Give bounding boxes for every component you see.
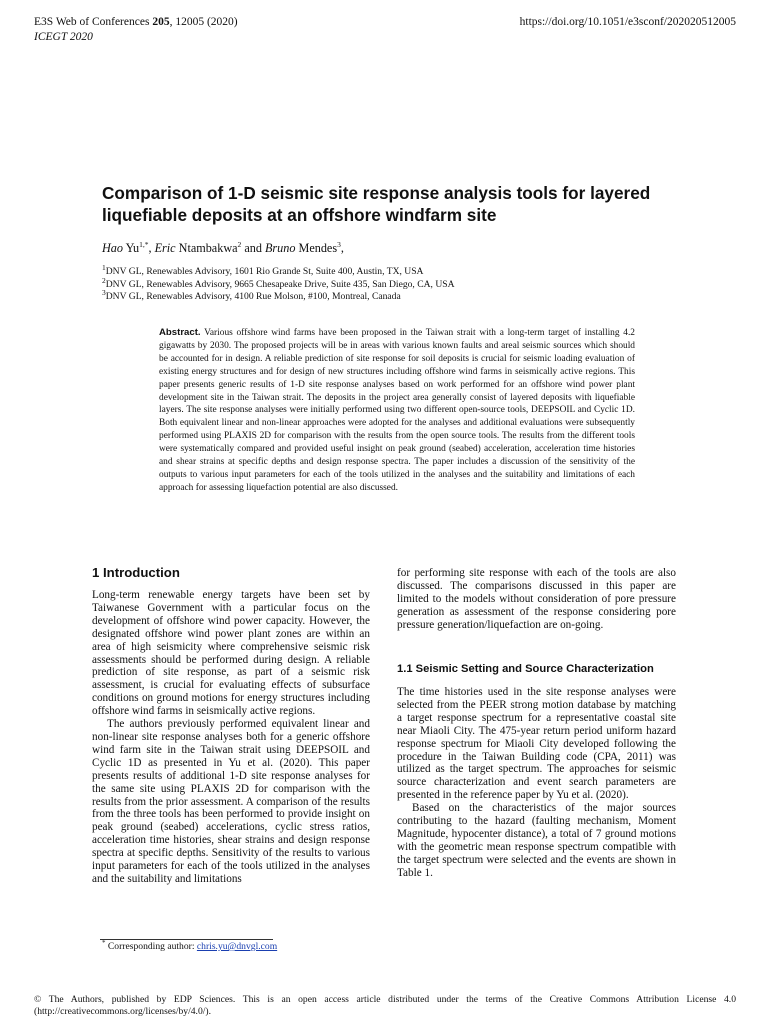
abstract-text: Various offshore wind farms have been proposed in the Taiwan strait with a long-term target of installing 4.2 gigawatts by 2030. The proposed projects will be in areas with various known faults and areal seismic sources which should be accounted for in design. A reliable prediction of site response for soil deposits is crucial for seismic loading evaluation of existing energy structures and for design of new structures including offshore wind farms in seismically active regions. This paper presents generic results of 1-D site response analyses based on work performed for an offshore wind power plant development site in the Taiwan strait. The deposits in the project area generally consist of layered deposits with liquefiable layers. The site response analyses were initially performed using two different open-source tools, DEEPSOIL and Cyclic 1D. Both equivalent linear and non-linear approaches were adopted for the analyses and additional evaluations were subsequently performed using PLAXIS 2D for comparison with the results from the open source tools. The results from the different tools were systematically compared and provided useful insight on peak ground (seabed) acceleration, acceleration time histories and shear strains at specific depths and design response spectra. The paper includes a discussion of the sensitivity of the outputs to various input parameters for each of the tools utilized in the analyses and the suitability and limitations of each approach for assessing liquefaction potential are also discussed. xyxy=(159,328,635,493)
left-column xyxy=(92,589,370,886)
affiliation xyxy=(102,287,401,303)
right-column-continuation xyxy=(397,567,676,632)
author-first-name: Eric xyxy=(154,241,176,255)
doi-link[interactable]: https://doi.org/10.1051/e3sconf/202020512005 xyxy=(519,16,736,28)
article-number: , 12005 (2020) xyxy=(169,16,238,28)
paper-title: Comparison of 1-D seismic site response analysis tools for layered liquefiable deposits at an offshore windfarm site xyxy=(102,183,651,225)
right-column-seismic xyxy=(397,686,676,880)
affiliation xyxy=(102,275,455,291)
conference-name: ICEGT 2020 xyxy=(34,31,93,43)
abstract xyxy=(159,327,635,495)
affiliation-text: DNV GL, Renewables Advisory, 4100 Rue Molson, #100, Montreal, Canada xyxy=(105,291,401,302)
affiliation-text: DNV GL, Renewables Advisory, 1601 Rio Grande St, Suite 400, Austin, TX, USA xyxy=(105,266,424,277)
author-last-name: Yu xyxy=(123,241,140,255)
affiliation-marker: 3 xyxy=(102,287,106,297)
paragraph: for performing site response with each of the tools are also discussed. The comparisons discussed in this paper are limited to the models without consideration of pore pressure generation as assessment of the response considering pore pressure generation/liquefaction are on-going. xyxy=(397,567,676,631)
license-footer: © The Authors, published by EDP Sciences. This is an open access article distributed under the terms of the Creative Commons Attribution License 4.0 (http://creativecommons.org/licenses/by/4.0/). xyxy=(34,994,736,1018)
affiliation-text: DNV GL, Renewables Advisory, 9665 Chesapeake Drive, Suite 435, San Diego, CA, USA xyxy=(105,279,455,290)
author-last-name: Mendes xyxy=(295,241,338,255)
subsection-heading-seismic-setting: 1.1 Seismic Setting and Source Characterization xyxy=(397,663,654,675)
paragraph: Long-term renewable energy targets have been set by Taiwanese Government with a particular focus on the development of offshore wind power capacity. However, the designated offshore wind power plant zones are within an area of high seismicity where comprehensive seismic risk assessments should be performed during design. A reliable prediction of site response, as part of a seismic risk assessment, is crucial for evaluating effects of subsurface conditions on ground motions for energy structures including offshore wind farms in seismically active regions. xyxy=(92,589,370,718)
paragraph: Based on the characteristics of the major sources contributing to the hazard (faulting mechanism, Moment Magnitude, hypocenter distance), a total of 7 ground motions with the geometric mean response spectrum compatible with the target spectrum were selected and the events are shown in Table 1. xyxy=(397,802,676,879)
author-marker: 3 xyxy=(337,239,341,249)
affiliation xyxy=(102,262,424,278)
paragraph: The time histories used in the site response analyses were selected from the PEER strong motion database by matching a target response spectrum for a representative coastal site near Miaoli City. The 475-year return period uniform hazard response spectrum for Miaoli City developed following the procedure in the Taiwan Building code (CPA, 2011) was utilized as the target spectrum. The approaches for seismic source characterization and event search parameters are presented in the reference paper by Yu et al. (2020). xyxy=(397,686,676,802)
footnote-divider xyxy=(100,939,273,940)
footnote xyxy=(102,938,278,953)
section-heading-introduction: 1 Introduction xyxy=(92,565,180,580)
author-list xyxy=(102,241,344,255)
affiliation-marker: 1 xyxy=(102,262,106,272)
journal-volume: 205 xyxy=(152,16,170,28)
affiliation-marker: 2 xyxy=(102,275,106,285)
journal-header xyxy=(34,15,238,29)
footnote-label: Corresponding author: xyxy=(105,941,197,952)
corresponding-email-link[interactable]: chris.yu@dnvgl.com xyxy=(196,941,278,952)
abstract-label: Abstract. xyxy=(159,327,201,338)
author-marker: 2 xyxy=(237,239,242,249)
author-separator: , xyxy=(148,241,155,255)
paragraph: The authors previously performed equivalent linear and non-linear site response analyses both for a generic offshore wind farm site in the Taiwan strait using DEEPSOIL and Cyclic 1D as presented in Yu et al. (2020). This paper presents results of additional 1-D site response analyses for the same site using PLAXIS 2D for comparison with the results from the prior assessment. A comparison of the results from the three tools has been performed to provide insight on peak ground (seabed) accelerations, cyclic stress ratios, acceleration time histories, shear strains and design response spectra at specific depths. Sensitivity of the results to various input parameters for each of the tools utilized in the analyses and the suitability and limitations xyxy=(92,718,370,885)
footnote-marker: * xyxy=(102,938,106,947)
author-first-name: Hao xyxy=(102,241,123,255)
author-separator: , xyxy=(340,241,344,255)
author-separator: and xyxy=(241,241,265,255)
author-marker: 1,* xyxy=(139,239,149,249)
author-last-name: Ntambakwa xyxy=(175,241,238,255)
author-first-name: Bruno xyxy=(264,241,296,255)
journal-name: E3S Web of Conferences xyxy=(34,16,153,28)
